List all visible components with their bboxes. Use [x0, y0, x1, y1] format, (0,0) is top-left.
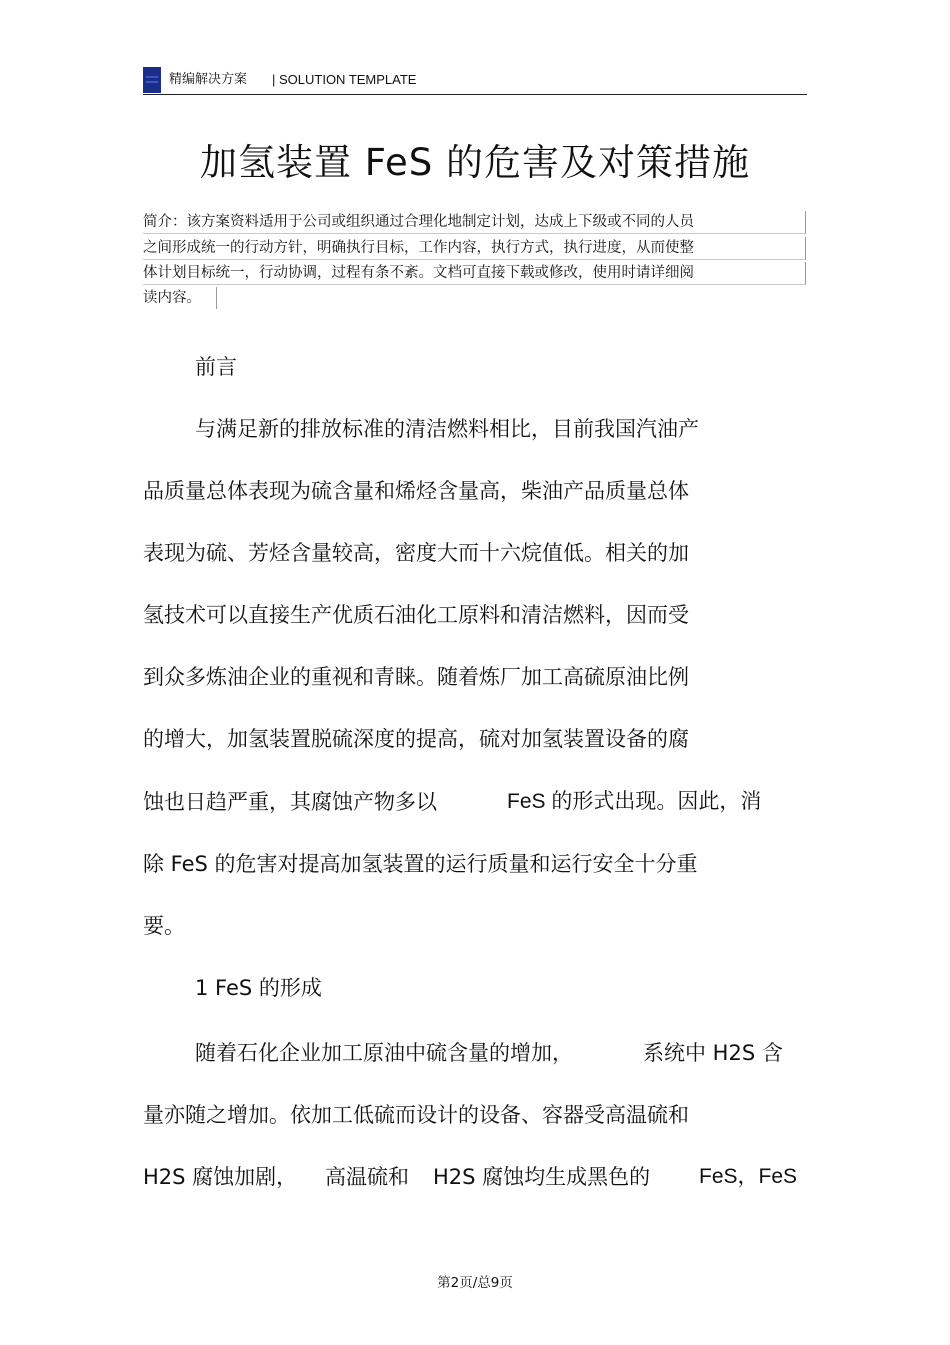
- paragraph-line: 高温硫和: [325, 1165, 409, 1189]
- page-title: 加氢装置 FeS 的危害及对策措施: [199, 141, 751, 184]
- section-heading: 前言: [195, 355, 237, 379]
- paragraph-line: 表现为硫、芳烃含量较高，密度大而十六烷值低。相关的加: [143, 541, 689, 565]
- paragraph-line: FeS，FeS: [699, 1165, 798, 1188]
- summary-line: 简介：该方案资料适用于公司或组织通过合理化地制定计划，达成上下级或不同的人员: [143, 211, 805, 233]
- paragraph-line: 蚀也日趋严重，其腐蚀产物多以: [143, 790, 437, 814]
- header-brand: 精编解决方案: [169, 72, 248, 87]
- summary-line: 之间形成统一的行动方针，明确执行目标，工作内容，执行方式，执行进度，从而使整: [143, 237, 805, 259]
- paragraph-line: 氢技术可以直接生产优质石油化工原料和清洁燃料，因而受: [143, 603, 689, 627]
- paragraph-line: 与满足新的排放标准的清洁燃料相比，目前我国汽油产: [195, 417, 699, 441]
- paragraph-line: 系统中 H2S 含: [643, 1041, 783, 1065]
- paragraph-line: 品质量总体表现为硫含量和烯烃含量高，柴油产品质量总体: [143, 479, 689, 503]
- paragraph-line: 随着石化企业加工原油中硫含量的增加，: [195, 1041, 573, 1065]
- paragraph-line: 要。: [143, 914, 185, 938]
- paragraph-line: H2S 腐蚀加剧，: [143, 1165, 298, 1189]
- header-divider: [143, 94, 807, 95]
- logo-icon: [143, 67, 161, 93]
- paragraph-line: FeS 的形式出现。因此，消: [507, 790, 762, 813]
- summary-line: 读内容。: [143, 287, 216, 309]
- section-heading: 1 FeS 的形成: [195, 976, 322, 1000]
- paragraph-line: H2S 腐蚀均生成黑色的: [433, 1165, 651, 1189]
- paragraph-line: 量亦随之增加。依加工低硫而设计的设备、容器受高温硫和: [143, 1103, 689, 1127]
- paragraph-line: 到众多炼油企业的重视和青睐。随着炼厂加工高硫原油比例: [143, 665, 689, 689]
- paragraph-line: 除 FeS 的危害对提高加氢装置的运行质量和运行安全十分重: [143, 852, 698, 876]
- summary-line: 体计划目标统一，行动协调，过程有条不紊。文档可直接下载或修改，使用时请详细阅: [143, 262, 805, 284]
- paragraph-line: 的增大，加氢装置脱硫深度的提高，硫对加氢装置设备的腐: [143, 727, 689, 751]
- page-number: 第2页/总9页: [437, 1275, 513, 1291]
- header-template-label: | SOLUTION TEMPLATE: [272, 72, 417, 87]
